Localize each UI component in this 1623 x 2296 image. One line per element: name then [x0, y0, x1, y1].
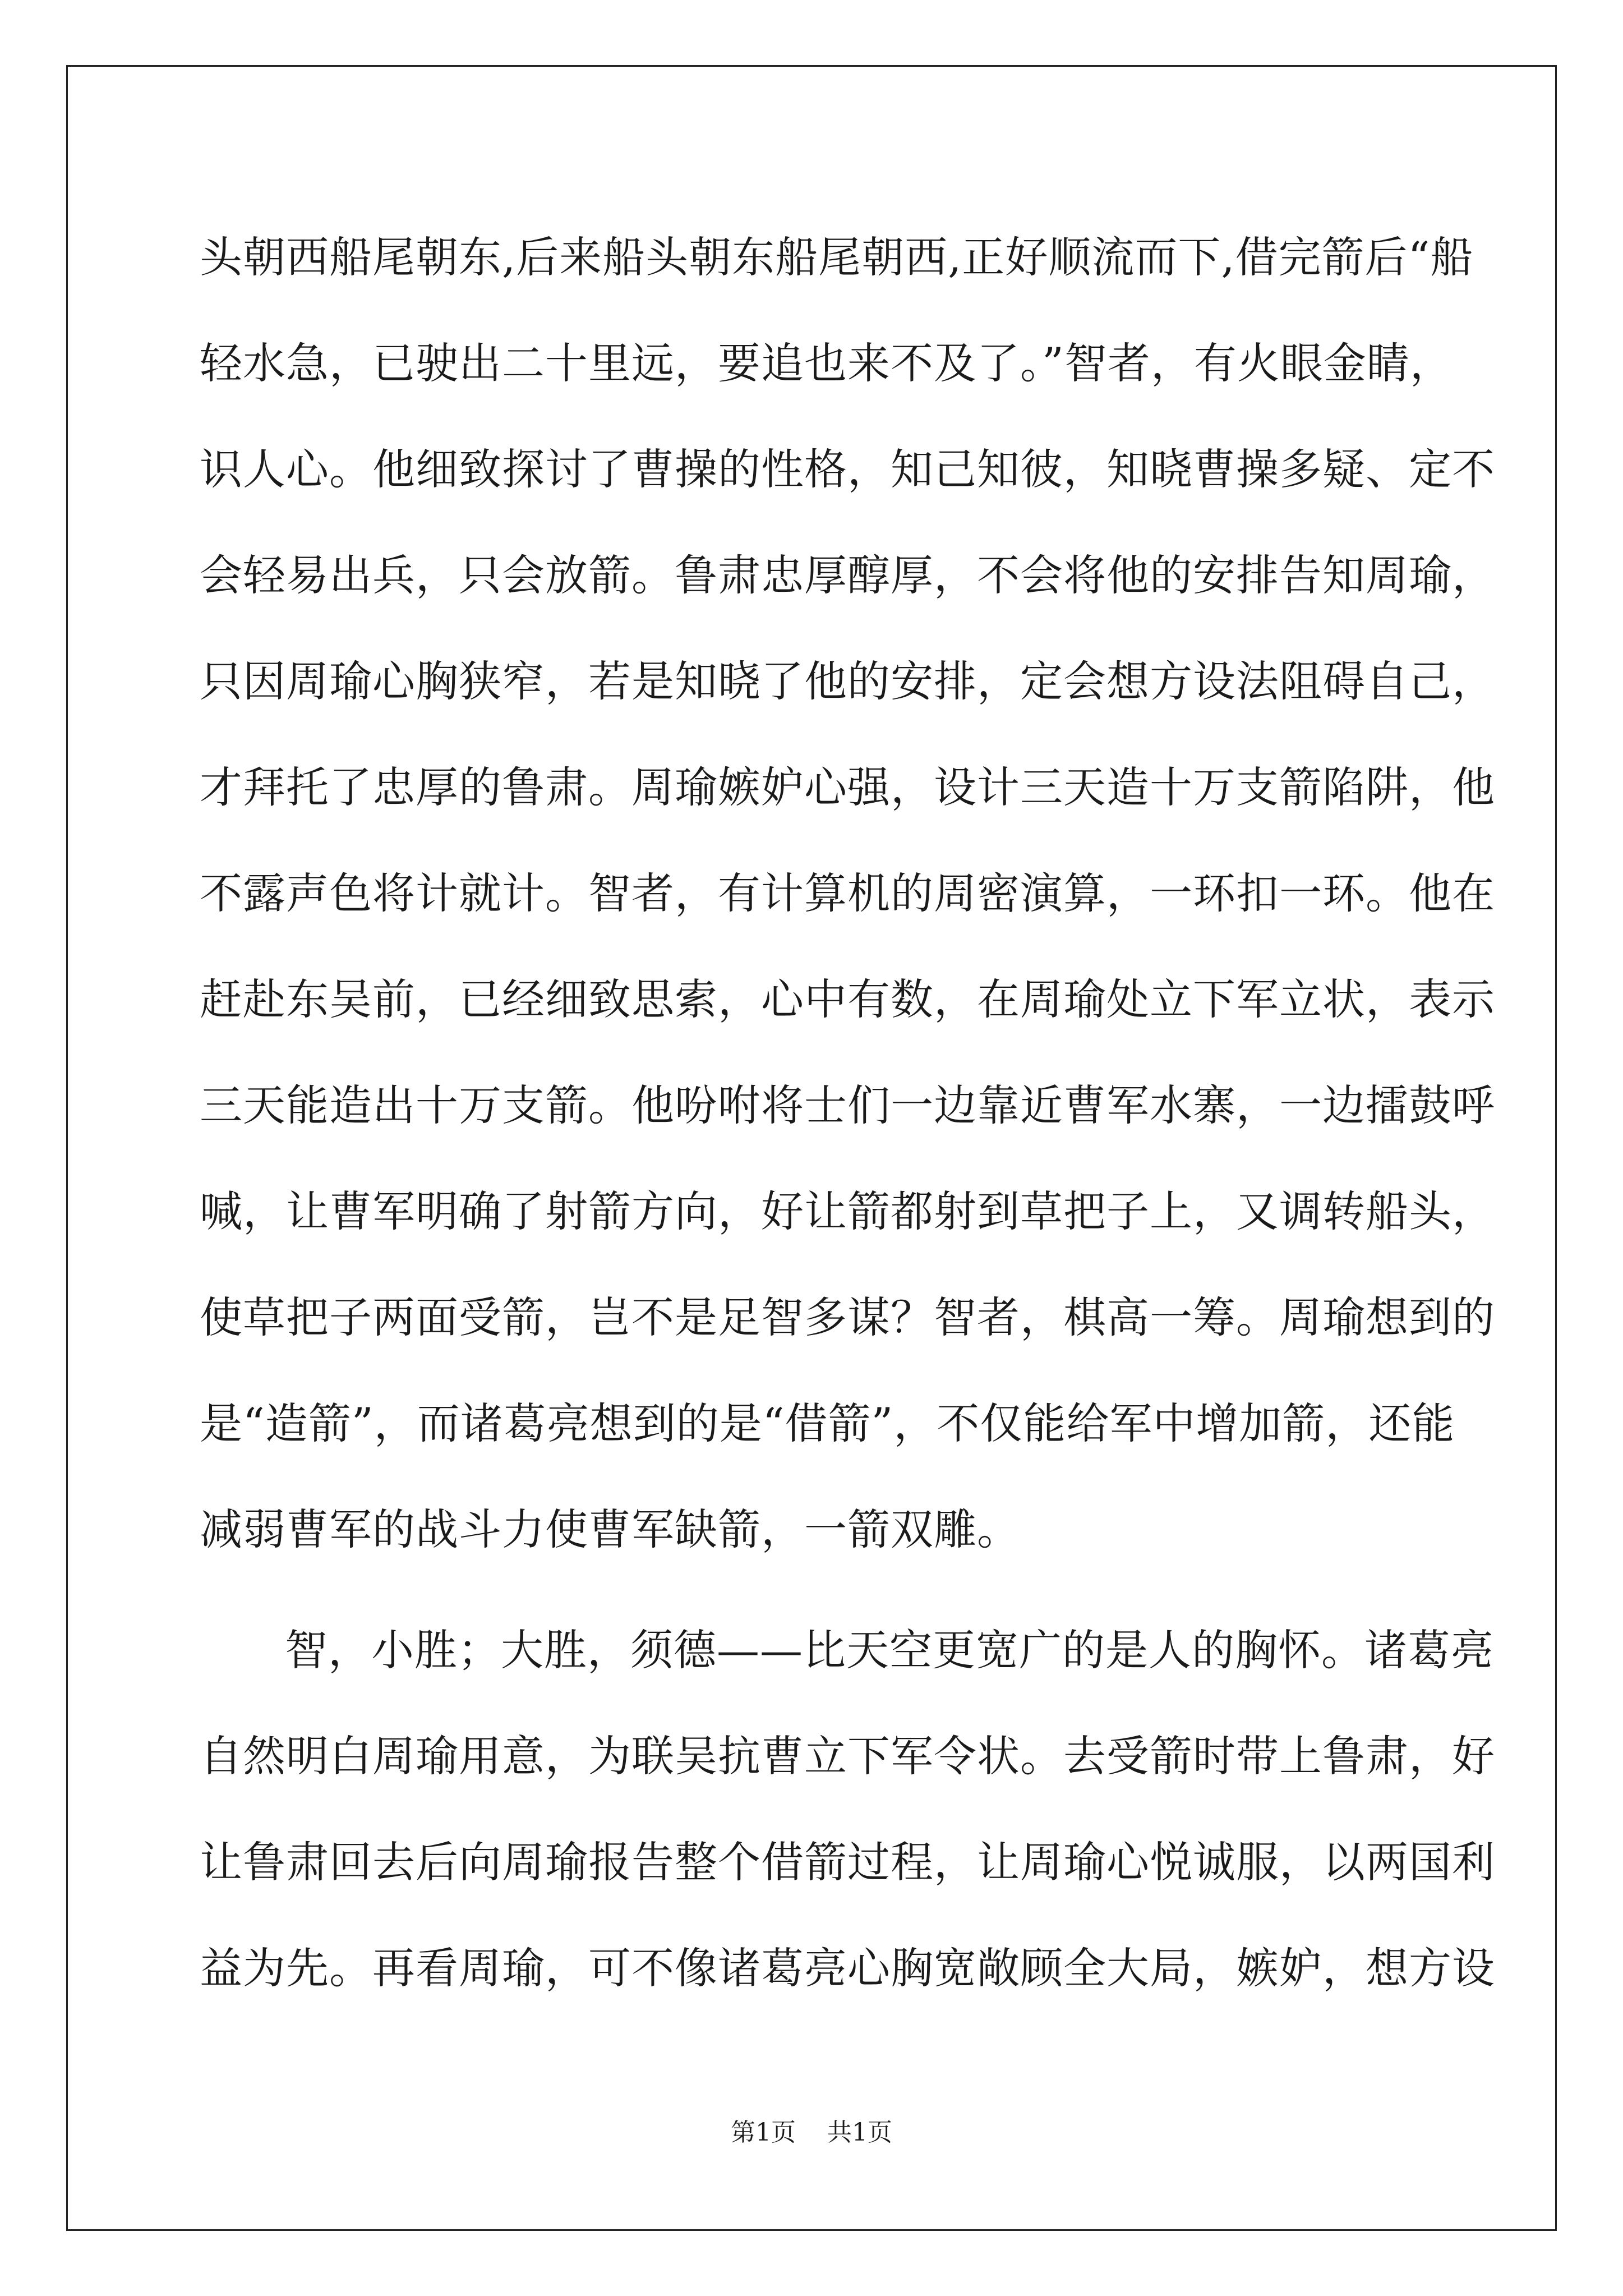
text-line: 不露声色将计就计。智者，有计算机的周密演算，一环扣一环。他在 [200, 868, 1495, 918]
text-line: 是“造箭”，而诸葛亮想到的是“借箭”，不仅能给军中增加箭，还能 [200, 1398, 1455, 1448]
text-line: 喊，让曹军明确了射箭方向，好让箭都射到草把子上，又调转船头， [200, 1186, 1495, 1236]
paragraph-gap [200, 1582, 1422, 1597]
text-line: 头朝西船尾朝东,后来船头朝东船尾朝西,正好顺流而下,借完箭后“船 [200, 232, 1474, 282]
text-line: 赶赴东吴前，已经细致思索，心中有数，在周瑜处立下军立状，表示 [200, 974, 1495, 1024]
text-line: 三天能造出十万支箭。他吩咐将士们一边靠近曹军水寨，一边擂鼓呼 [200, 1080, 1495, 1130]
text-line: 轻水急，已驶出二十里远，要追也来不及了。”智者，有火眼金睛， [200, 338, 1453, 388]
text-line: 让鲁肃回去后向周瑜报告整个借箭过程，让周瑜心悦诚服，以两国利 [200, 1837, 1495, 1887]
text-line: 使草把子两面受箭，岂不是足智多谋？智者，棋高一筹。周瑜想到的 [200, 1292, 1495, 1342]
text-line: 识人心。他细致探讨了曹操的性格，知己知彼，知晓曹操多疑、定不 [200, 444, 1495, 494]
paragraph-2 [200, 1597, 1495, 2021]
text-line: 自然明白周瑜用意，为联吴抗曹立下军令状。去受箭时带上鲁肃，好 [200, 1731, 1495, 1781]
document-body [200, 204, 1495, 2021]
text-line: 会轻易出兵，只会放箭。鲁肃忠厚醇厚，不会将他的安排告知周瑜， [200, 550, 1495, 600]
page-footer: 第1页 共1页 [731, 2118, 892, 2147]
paragraph-1 [200, 204, 1495, 1582]
text-line: 只因周瑜心胸狭窄，若是知晓了他的安排，定会想方设法阻碍自己， [200, 656, 1495, 706]
text-line: 减弱曹军的战斗力使曹军缺箭，一箭双雕。 [200, 1504, 1020, 1554]
text-line: 益为先。再看周瑜，可不像诸葛亮心胸宽敞顾全大局，嫉妒，想方设 [200, 1943, 1495, 1993]
text-line: 智，小胜；大胜，须德——比天空更宽广的是人的胸怀。诸葛亮 [285, 1625, 1494, 1675]
text-line: 才拜托了忠厚的鲁肃。周瑜嫉妒心强，设计三天造十万支箭陷阱，他 [200, 762, 1495, 812]
